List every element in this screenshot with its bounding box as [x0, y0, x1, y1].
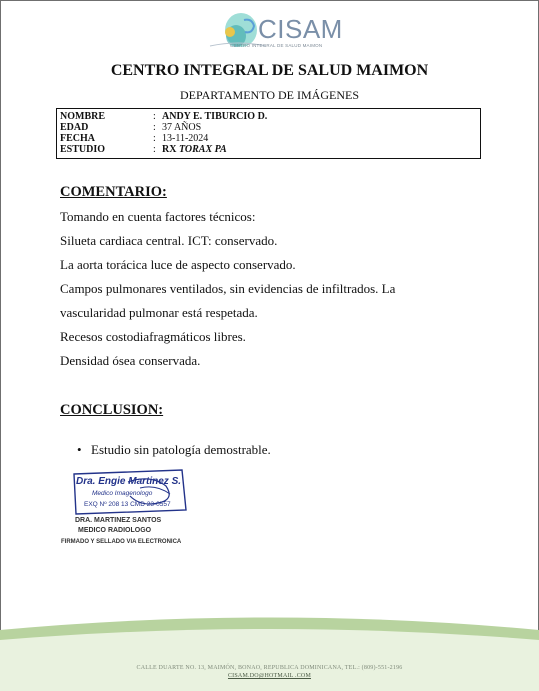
bullet-icon: •	[77, 442, 82, 457]
footer-email[interactable]: CISAM.DO@HOTMAIL .COM	[227, 673, 311, 679]
stamp-doctor-name: Dra. Engie Martinez S.	[76, 476, 182, 487]
comment-line: La aorta torácica luce de aspecto conservado.	[60, 257, 296, 272]
comment-line: Silueta cardiaca central. ICT: conservado.	[60, 233, 278, 248]
conclusion-heading: CONCLUSION:	[60, 402, 164, 418]
row-label: EDAD	[60, 122, 89, 133]
comment-line: Densidad ósea conservada.	[60, 353, 201, 368]
comment-heading: COMENTARIO:	[60, 184, 167, 200]
logo-wordmark: CISAM	[258, 14, 343, 44]
document-title: CENTRO INTEGRAL DE SALUD MAIMON	[110, 62, 429, 79]
patient-info-box	[56, 108, 481, 159]
department-name: DEPARTAMENTO DE IMÁGENES	[180, 88, 359, 102]
stamp-registration: EXQ Nº 208 13 CMD 23-0557	[84, 501, 171, 508]
cisam-logo	[208, 10, 343, 54]
comment-line: Tomando en cuenta factores técnicos:	[60, 209, 256, 224]
footer-email-line	[0, 673, 539, 679]
row-label: NOMBRE	[60, 111, 105, 122]
footer-address: CALLE DUARTE NO. 13, MAIMÓN, BONAO, REPUBLICA DOMINICANA, TEL.: (809)-551-2196	[136, 665, 403, 671]
row-colon: :	[153, 111, 156, 122]
comment-line: vascularidad pulmonar está respetada.	[60, 305, 258, 320]
signature-name: DRA. MARTINEZ SANTOS	[75, 517, 162, 524]
row-label: ESTUDIO	[60, 144, 106, 155]
study-emphasis: TORAX PA	[178, 144, 227, 155]
patient-name: ANDY E. TIBURCIO D.	[162, 111, 268, 122]
row-colon: :	[153, 144, 156, 155]
logo-tagline: CENTRO INTEGRAL DE SALUD MAIMON	[230, 43, 323, 48]
study-prefix: RX	[162, 144, 179, 155]
row-label: FECHA	[60, 133, 95, 144]
comment-line: Recesos costodiafragmáticos libres.	[60, 329, 246, 344]
row-colon: :	[153, 122, 156, 133]
conclusion-item: Estudio sin patología demostrable.	[91, 442, 271, 457]
signature-note: FIRMADO Y SELLADO VIA ELECTRONICA	[61, 539, 182, 545]
comment-line: Campos pulmonares ventilados, sin evidencias de infiltrados. La	[60, 281, 396, 296]
patient-age: 37 AÑOS	[162, 122, 202, 133]
study-name	[162, 144, 227, 156]
study-date: 13-11-2024	[162, 133, 209, 144]
signature-role: MEDICO RADIOLOGO	[78, 527, 152, 534]
stamp-title: Medico Imagenologo	[92, 490, 153, 497]
doctor-stamp	[70, 468, 190, 516]
row-colon: :	[153, 133, 156, 144]
